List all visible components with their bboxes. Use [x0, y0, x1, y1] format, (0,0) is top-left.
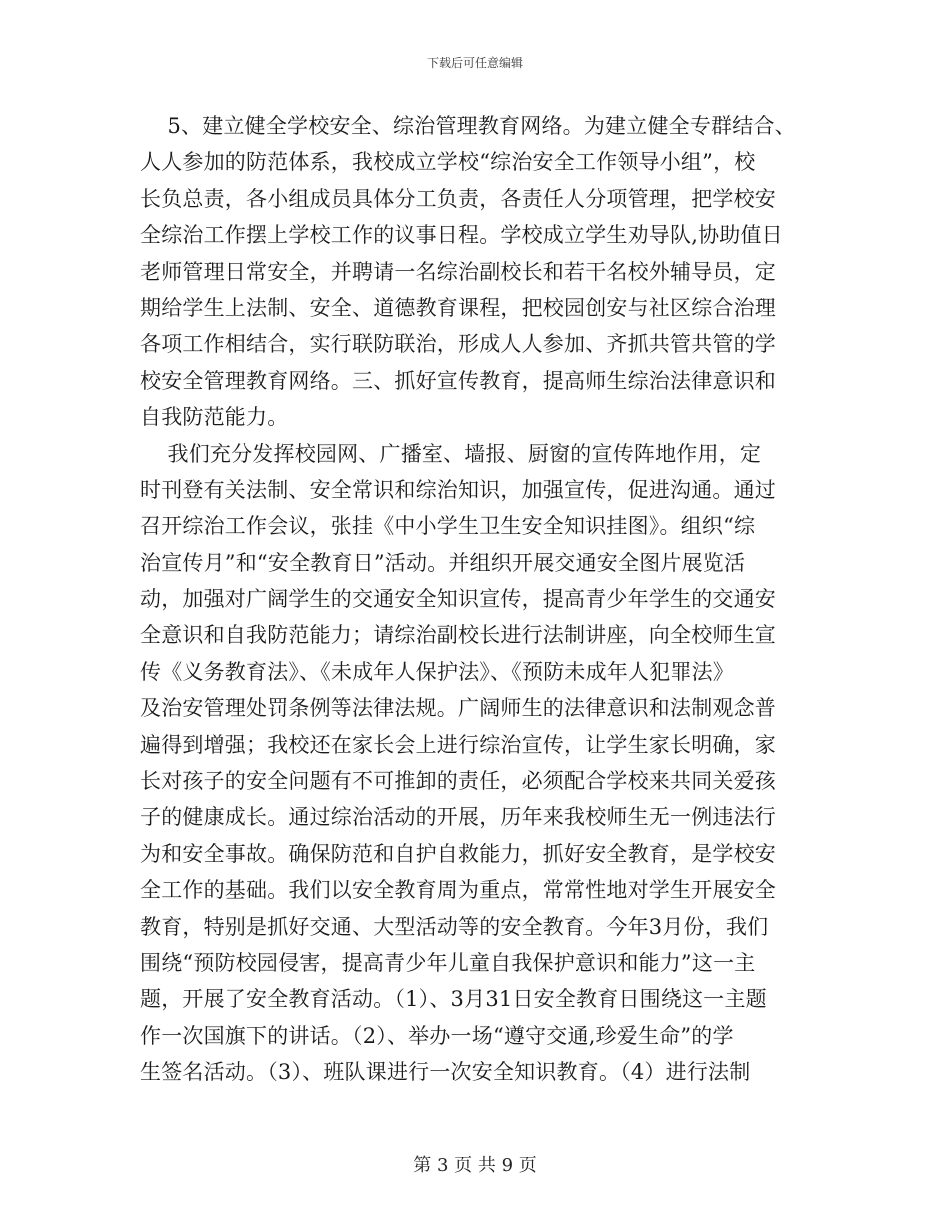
body-line-17: 及治安管理处罚条例等法律法规。广阔师生的法律意识和法制观念普: [140, 696, 776, 721]
body-line-11: 时刊登有关法制、安全常识和综治知识，加强宣传，促进沟通。通过: [140, 477, 776, 502]
body-line-10: 我们充分发挥校园网、广播室、墙报、厨窗的宣传阵地作用，定: [140, 441, 762, 466]
body-line-26: 作一次国旗下的讲话。（2）、举办一场“遵守交通,珍爱生命”的学: [140, 1023, 734, 1048]
body-line-3: 长负总责，各小组成员具体分工负责，各责任人分项管理，把学校安: [140, 186, 776, 211]
body-line-15: 全意识和自我防范能力；请综治副校长进行法制讲座，向全校师生宣: [140, 623, 776, 648]
page-footer: [0, 1151, 950, 1177]
body-line-5: 老师管理日常安全，并聘请一名综治副校长和若干名校外辅导员，定: [140, 259, 776, 284]
page-header: 下载后可任意编辑: [426, 56, 523, 70]
document-body: [140, 108, 820, 1091]
body-line-18: 遍得到增强；我校还在家长会上进行综治宣传，让学生家长明确，家: [140, 732, 776, 757]
body-line-23: 教育，特别是抓好交通、大型活动等的安全教育。今年3月份，我们: [140, 914, 769, 939]
body-line-12: 召开综治工作会议，张挂《中小学生卫生安全知识挂图》。组织“综: [140, 514, 756, 539]
body-line-16: 传《义务教育法》、《未成年人保护法》、《预防未成年人犯罪法》: [140, 659, 734, 684]
body-line-13: 治宣传月”和“安全教育日”活动。并组织开展交通安全图片展览活: [140, 550, 746, 575]
body-line-24: 围绕“预防校园侵害，提高青少年儿童自我保护意识和能力”这一主: [140, 950, 756, 975]
body-line-19: 长对孩子的安全问题有不可推卸的责任，必须配合学校来共同关爱孩: [140, 769, 776, 794]
body-line-20: 子的健康成长。通过综治活动的开展，历年来我校师生无一例违法行: [140, 805, 776, 830]
body-line-9: 自我防范能力。: [140, 405, 289, 430]
page-number: 第 3 页 共 9 页: [413, 1155, 537, 1176]
body-line-7: 各项工作相结合，实行联防联治，形成人人参加、齐抓共管共管的学: [140, 332, 776, 357]
body-line-8: 校安全管理教育网络。三、抓好宣传教育，提高师生综治法律意识和: [140, 368, 776, 393]
body-line-1: 5、建立健全学校安全、综治管理教育网络。为建立健全专群结合、: [140, 114, 796, 138]
body-line-4: 全综治工作摆上学校工作的议事日程。学校成立学生劝导队,协助值日: [140, 223, 783, 248]
body-line-6: 期给学生上法制、安全、道德教育课程，把校园创安与社区综合治理: [140, 295, 776, 320]
body-line-27: 生签名活动。（3）、班队课进行一次安全知识教育。（4）进行法制: [140, 1060, 751, 1085]
body-line-2: 人人参加的防范体系，我校成立学校“综治安全工作领导小组”，校: [140, 150, 756, 175]
body-line-21: 为和安全事故。确保防范和自护自救能力，抓好安全教育，是学校安: [140, 841, 776, 866]
body-line-25: 题，开展了安全教育活动。（1）、3月31日安全教育日围绕这一主题: [140, 987, 767, 1012]
body-line-14: 动，加强对广阔学生的交通安全知识宣传，提高青少年学生的交通安: [140, 587, 776, 612]
body-line-22: 全工作的基础。我们以安全教育周为重点，常常性地对学生开展安全: [140, 878, 776, 903]
